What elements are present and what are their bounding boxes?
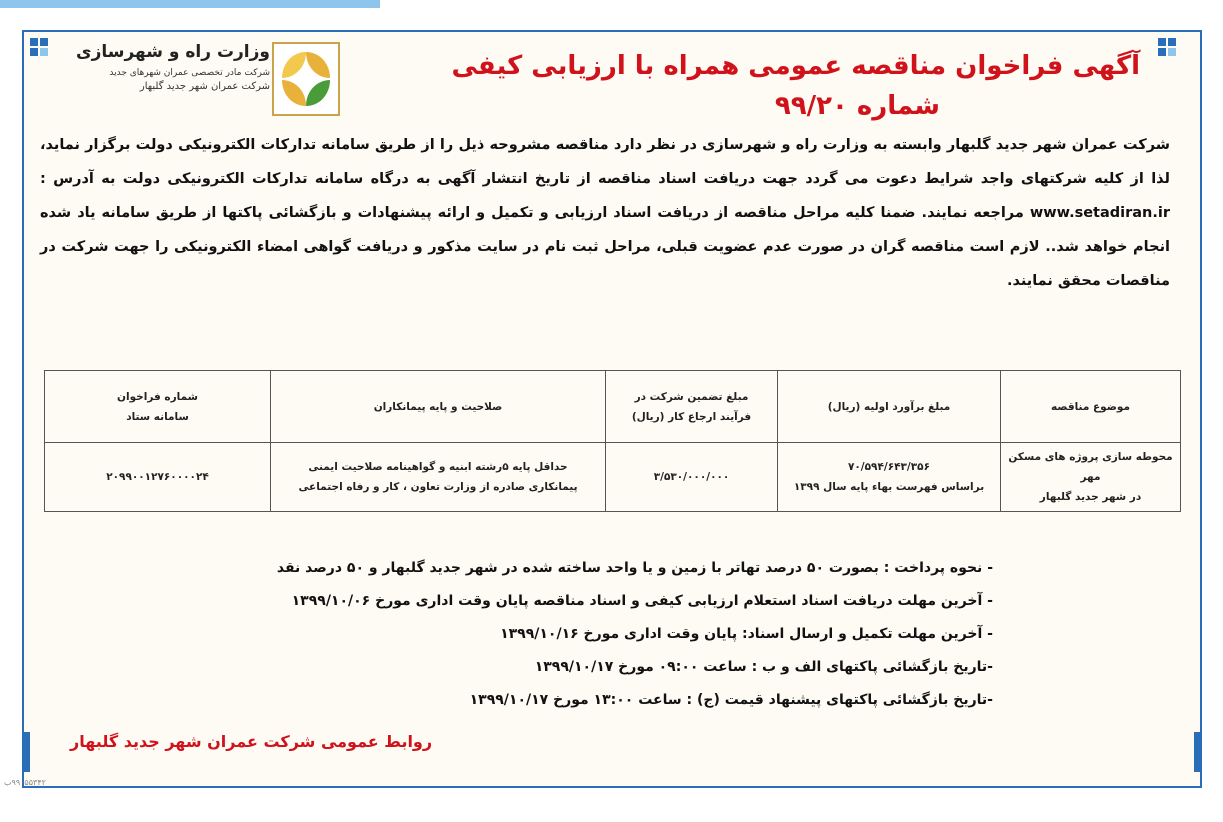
table-row bbox=[45, 443, 1181, 512]
title-line: آگهی فراخوان مناقصه عمومی همراه با ارزیابی کیفی bbox=[451, 51, 1140, 81]
corner-ornament-right-icon bbox=[1158, 38, 1180, 60]
condition-payment: - نحوه پرداخت : بصورت ۵۰ درصد تهاتر با زمین و یا واحد ساخته شده در شهر جدید گلبهار و ۵۰ درصد نقد bbox=[276, 560, 993, 576]
header-guarantee: مبلغ تضمین شرکت در فرآیند ارجاع کار (ریال) bbox=[606, 371, 778, 443]
print-code: ۹۹۰۵۵۳۴۲ب bbox=[4, 778, 46, 787]
cell-subject: محوطه سازی پروژه های مسکن مهر در شهر جدید گلبهار bbox=[1001, 443, 1181, 512]
cell-estimate: ۷۰/۵۹۴/۶۴۳/۳۵۶ براساس فهرست بهاء پایه سال ۱۳۹۹ bbox=[778, 443, 1001, 512]
advertisement-title bbox=[420, 46, 1140, 126]
organization-header bbox=[50, 42, 380, 122]
tender-conditions-list bbox=[73, 552, 993, 717]
organization-lines bbox=[76, 42, 270, 92]
header-estimate: مبلغ برآورد اولیه (ریال) bbox=[778, 371, 1001, 443]
tender-table bbox=[44, 370, 1181, 512]
condition-document-deadline: - آخرین مهلت دریافت اسناد استعلام ارزیابی کیفی و اسناد مناقصه پایان وقت اداری مورخ ۱۳۹۹/۱۰/۰۶ bbox=[291, 593, 993, 609]
cell-qualification: حداقل پایه ۵رشته ابنیه و گواهینامه صلاحیت ایمنی پیمانکاری صادره از وزارت تعاون ، کار و رفاه اجتماعی bbox=[271, 443, 606, 512]
header-qualification: صلاحیت و پایه پیمانکاران bbox=[271, 371, 606, 443]
condition-opening-ab: -تاریخ بازگشائی پاکتهای الف و ب : ساعت ۰۹:۰۰ مورخ ۱۳۹۹/۱۰/۱۷ bbox=[534, 659, 993, 675]
frame-accent-right bbox=[1194, 732, 1200, 772]
cell-guarantee: ۳/۵۳۰/۰۰۰/۰۰۰ bbox=[606, 443, 778, 512]
top-decoration-bar bbox=[0, 0, 380, 8]
parent-company-name: شرکت مادر تخصصی عمران شهرهای جدید bbox=[109, 68, 270, 78]
header-subject: موضوع مناقصه bbox=[1001, 371, 1181, 443]
table-header-row bbox=[45, 371, 1181, 443]
company-name: شرکت عمران شهر جدید گلبهار bbox=[139, 81, 270, 92]
cell-call-number: ۲۰۹۹۰۰۱۲۷۶۰۰۰۰۲۴ bbox=[45, 443, 271, 512]
frame-accent-left bbox=[24, 732, 30, 772]
corner-ornament-left-icon bbox=[30, 38, 52, 60]
ministry-name: وزارت راه و شهرسازی bbox=[75, 42, 270, 62]
company-logo-icon bbox=[272, 42, 340, 116]
tender-number: شماره ۹۹/۲۰ bbox=[774, 91, 940, 121]
public-relations-signature: روابط عمومی شرکت عمران شهر جدید گلبهار bbox=[70, 732, 433, 751]
condition-submission-deadline: - آخرین مهلت تکمیل و ارسال اسناد: پایان وقت اداری مورخ ۱۳۹۹/۱۰/۱۶ bbox=[500, 626, 993, 642]
condition-opening-c: -تاریخ بازگشائی پاکتهای پیشنهاد قیمت (ج) : ساعت ۱۳:۰۰ مورخ ۱۳۹۹/۱۰/۱۷ bbox=[469, 692, 993, 708]
header-call-number: شماره فراخوان سامانه ستاد bbox=[45, 371, 271, 443]
intro-paragraph: شرکت عمران شهر جدید گلبهار وابسته به وزارت راه و شهرسازی در نظر دارد مناقصه مشروحه ذیل را از طریق سامانه تدارکات الکترونیکی دولت برگزار نماید، لذا از کلیه شرکتهای واجد شرایط دعوت می گردد جهت دریافت اسناد مناقصه از تاریخ انتشار آگهی به درگاه سامانه تدارکات الکترونیکی دولت به آدرس : www.setadiran.ir مراجعه نمایند. ضمنا کلیه مراحل مناقصه از دریافت اسناد ارزیابی و تکمیل و ارائه پیشنهادات و بازگشائی پاکتها از طریق سامانه یاد شده انجام خواهد شد.. لازم است مناقصه گران در صورت عدم عضویت قبلی، مراحل ثبت نام در سایت مذکور و دریافت گواهی امضاء الکترونیکی را جهت شرکت در مناقصات محقق نمایند. bbox=[40, 137, 1170, 289]
